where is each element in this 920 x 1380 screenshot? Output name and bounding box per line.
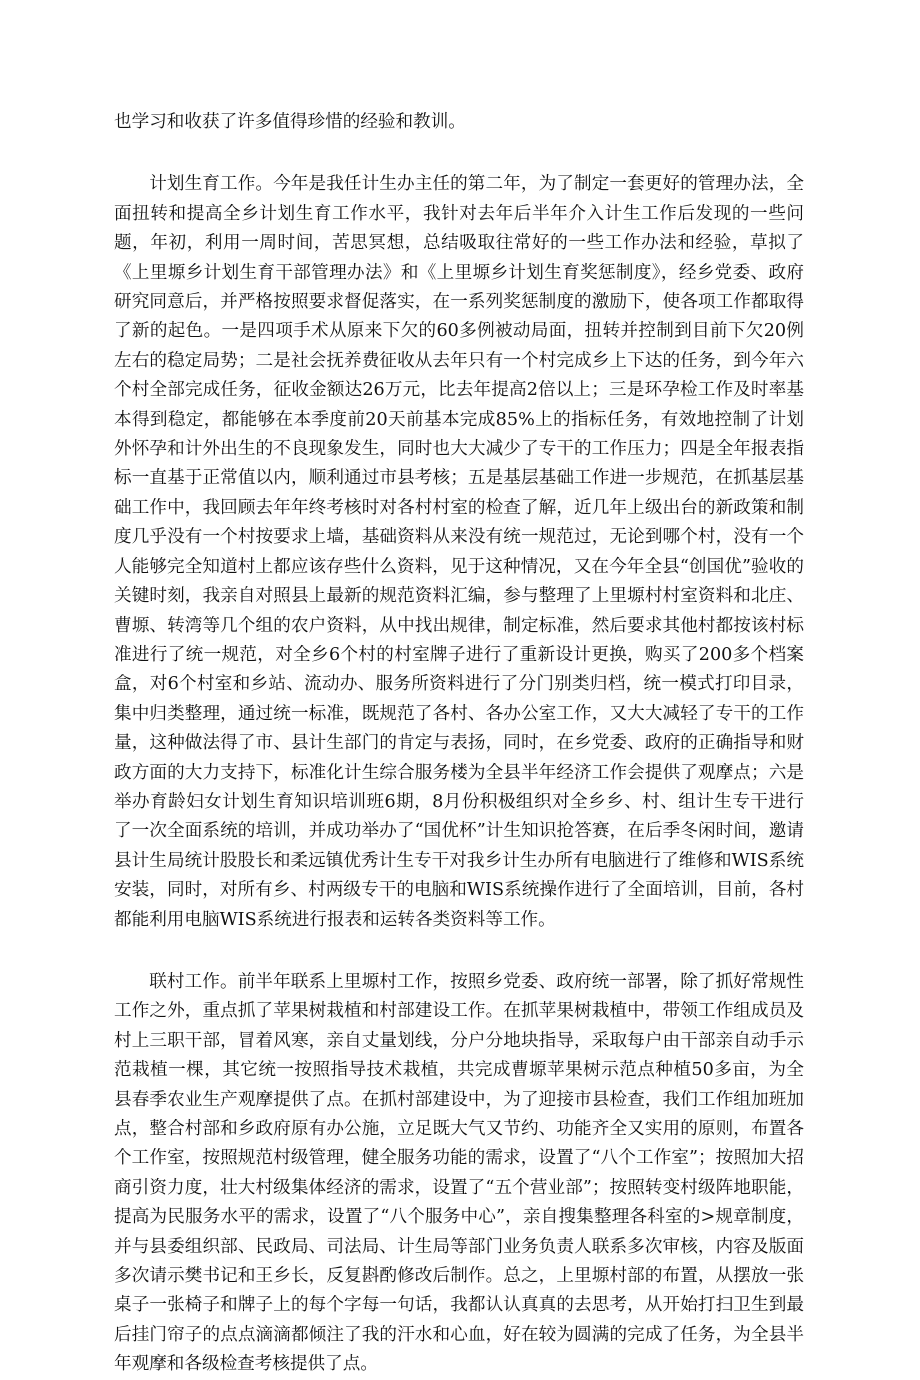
paragraph-continuation: 也学习和收获了许多值得珍惜的经验和教训。 — [114, 112, 466, 132]
paragraph-village-liaison: 联村工作。前半年联系上里塬村工作，按照乡党委、政府统一部署，除了抓好常规性工作之外，重点抓了苹果树栽植和村部建设工作。在抓苹果树栽植中，带领工作组成员及村上三职干部，冒着风寒，亲自丈量划线，分户分地块指导，采取每户由干部亲自动手示范栽植一棵，其它统一按照指导技术栽植，共完成曹塬苹果树示范点种植50多亩，为全县春季农业生产观摩提供了点。在抓村部建设中，为了迎接市县检查，我们工作组加班加点，整合村部和乡政府原有办公施，立足既大气又节约、功能齐全又实用的原则，布置各个工作室，按照规范村级管理，健全服务功能的需求，设置了“八个工作室”；按照加大招商引资力度，壮大村级集体经济的需求，设置了“五个营业部”；按照转变村级阵地职能，提高为民服务水平的需求，设置了“八个服务中心”，亲自搜集整理各科室的>规章制度，并与县委组织部、民政局、司法局、计生局等部门业务负责人联系多次审核，内容及版面多次请示樊书记和王乡长，反复斟酌修改后制作。总之，上里塬村部的布置，从摆放一张桌子一张椅子和牌子上的每个字每一句话，我都认认真真的去思考，从开始打扫卫生到最后挂门帘子的点点滴滴都倾注了我的汗水和心血，好在较为圆满的完成了任务，为全县半年观摩和各级检查考核提供了点。 — [114, 971, 804, 1375]
paragraph-family-planning: 计划生育工作。今年是我任计生办主任的第二年，为了制定一套更好的管理办法，全面扭转和提高全乡计划生育工作水平，我针对去年后半年介入计生工作后发现的一些问题，年初，利用一周时间，苦思冥想，总结吸取往常好的一些工作办法和经验，草拟了《上里塬乡计划生育干部管理办法》和《上里塬乡计划生育奖惩制度》，经乡党委、政府研究同意后，并严格按照要求督促落实，在一系列奖惩制度的激励下，使各项工作都取得了新的起色。一是四项手术从原来下欠的60多例被动局面，扭转并控制到目前下欠20例左右的稳定局势；二是社会抚养费征收从去年只有一个村完成乡上下达的任务，到今年六个村全部完成任务，征收金额达26万元，比去年提高2倍以上；三是环孕检工作及时率基本得到稳定，都能够在本季度前20天前基本完成85%上的指标任务，有效地控制了计划外怀孕和计外出生的不良现象发生，同时也大大减少了专干的工作压力；四是全年报表指标一直基于正常值以内，顺利通过市县考核；五是基层基础工作进一步规范，在抓基层基础工作中，我回顾去年年终考核时对各村村室的检查了解，近几年上级出台的新政策和制度几乎没有一个村按要求上墙，基础资料从来没有统一规范过，无论到哪个村，没有一个人能够完全知道村上都应该存些什么资料，见于这种情况，又在今年全县“创国优”验收的关键时刻，我亲自对照县上最新的规范资料汇编，参与整理了上里塬村村室资料和北庄、曹塬、转湾等几个组的农户资料，从中找出规律，制定标准，然后要求其他村都按该村标准进行了统一规范，对全乡6个村的村室牌子进行了重新设计更换，购买了200多个档案盒，对6个村室和乡站、流动办、服务所资料进行了分门别类归档，统一模式打印目录，集中归类整理，通过统一标准，既规范了各村、各办公室工作，又大大减轻了专干的工作量，这种做法得了市、县计生部门的肯定与表扬，同时，在乡党委、政府的正确指导和财政方面的大力支持下，标准化计生综合服务楼为全县半年经济工作会提供了观摩点；六是举办育龄妇女计划生育知识培训班6期，8月份积极组织对全乡乡、村、组计生专干进行了一次全面系统的培训，并成功举办了“国优杯”计生知识抢答赛，在后季冬闲时间，邀请县计生局统计股股长和柔远镇优秀计生专干对我乡计生办所有电脑进行了维修和WIS系统安装，同时，对所有乡、村两级专干的电脑和WIS系统操作进行了全面培训，目前，各村都能利用电脑WIS系统进行报表和运转各类资料等工作。 — [114, 174, 804, 930]
paragraph-spacer — [114, 935, 804, 968]
paragraph-spacer — [114, 137, 804, 170]
document-page — [114, 108, 804, 1380]
